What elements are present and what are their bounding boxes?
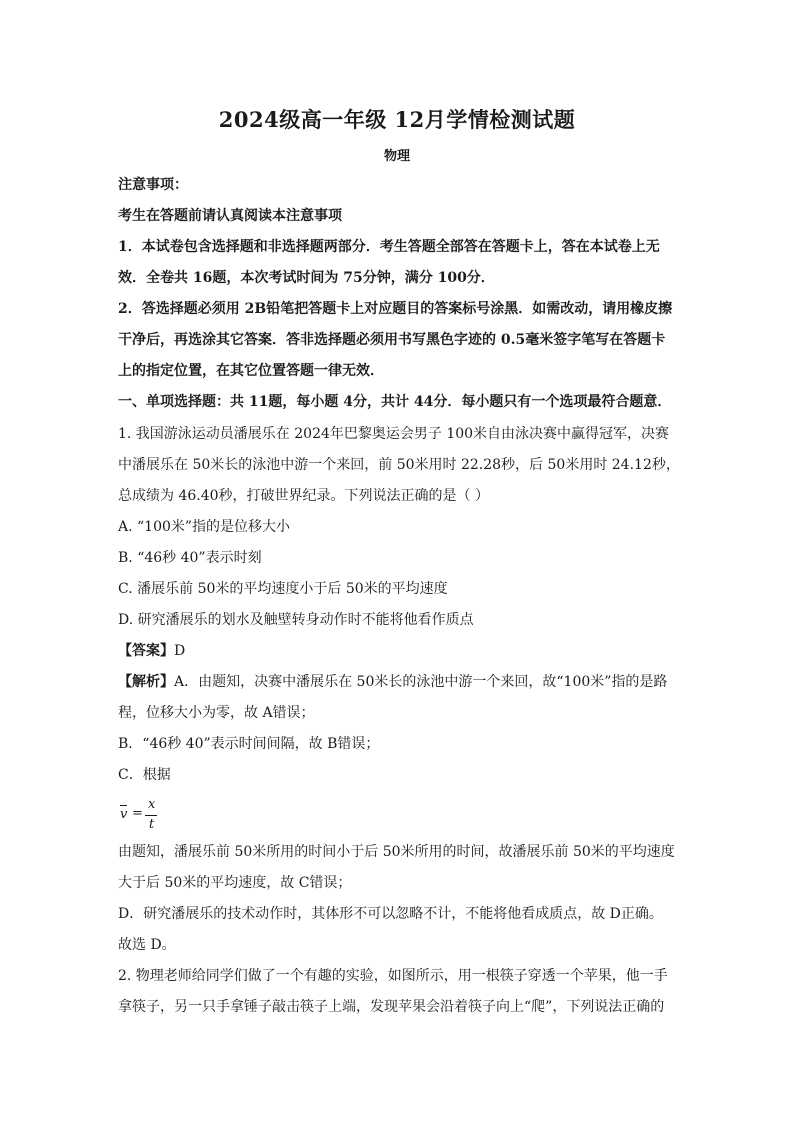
average-velocity-formula — [118, 797, 178, 837]
notice-item-2-line-2: 干净后，再选涂其它答案．答非选择题必须用书写黑色字迹的 0.5毫米签字笔写在答题卡 — [118, 332, 666, 348]
q1-analysis-c: C．根据 — [118, 767, 171, 783]
q1-option-b: B. “46秒 40”表示时刻 — [118, 550, 262, 566]
answer-value: D — [174, 643, 186, 659]
notice-item-2-line-1: 2．答选择题必须用 2B铅笔把答题卡上对应题目的答案标号涂黑．如需改动，请用橡皮擦 — [118, 301, 673, 317]
q1-analysis-d: D．研究潘展乐的技术动作时，其体形不可以忽略不计，不能将他看成质点，故 D正确。 — [118, 906, 663, 922]
formula-fraction-bar — [145, 815, 157, 816]
q1-stem-line-3: 总成绩为 46.40秒，打破世界纪录。下列说法正确的是（ ） — [118, 488, 489, 504]
subject-label: 物理 — [383, 149, 410, 164]
section-1-heading: 一、单项选择题：共 11题，每小题 4分，共计 44分．每小题只有一个选项最符合题意． — [118, 394, 672, 410]
notice-item-1-line-1: 1．本试卷包含选择题和非选择题两部分．考生答题全部答在答题卡上，答在本试卷上无 — [118, 239, 660, 255]
answer-label: 【答案】 — [118, 643, 174, 659]
q2-stem-line-1: 2. 物理老师给同学们做了一个有趣的实验，如图所示，用一根筷子穿透一个苹果，他一手 — [118, 968, 668, 984]
formula-overbar — [120, 805, 127, 806]
notice-subheading: 考生在答题前请认真阅读本注意事项 — [118, 208, 342, 224]
exam-title: 2024级高一年级 12月学情检测试题 — [218, 107, 576, 132]
notice-item-2-line-3: 上的指定位置，在其它位置答题一律无效． — [118, 363, 384, 379]
notice-heading: 注意事项： — [118, 177, 188, 193]
q1-stem-line-1: 1. 我国游泳运动员潘展乐在 2024年巴黎奥运会男子 100米自由泳决赛中赢得冠军，决赛 — [118, 426, 670, 442]
q1-analysis-c2-line-2: 大于后 50米的平均速度，故 C错误； — [118, 875, 352, 891]
q1-analysis-a-line-2: 程，位移大小为零，故 A错误； — [118, 705, 315, 721]
q1-conclusion: 故选 D。 — [118, 937, 176, 953]
q1-option-a: A. “100米”指的是位移大小 — [118, 519, 291, 535]
formula-numerator: x — [148, 797, 156, 812]
analysis-a-text: A．由题知，决赛中潘展乐在 50米长的泳池中游一个来回，故“100米”指的是路 — [174, 674, 668, 690]
q1-analysis-a-line-1 — [118, 672, 678, 692]
notice-item-1-line-2: 效．全卷共 16题，本次考试时间为 75分钟，满分 100分． — [118, 270, 495, 286]
q1-option-d: D. 研究潘展乐的划水及触壁转身动作时不能将他看作质点 — [118, 612, 474, 628]
q2-stem-line-2: 拿筷子，另一只手拿锤子敲击筷子上端，发现苹果会沿着筷子向上“爬”，下列说法正确的 — [118, 999, 665, 1015]
formula-denominator: t — [149, 817, 155, 832]
formula-v: v — [120, 807, 128, 822]
q1-analysis-b: B．“46秒 40”表示时间间隔，故 B错误； — [118, 736, 380, 752]
formula-equals: = — [132, 806, 143, 821]
q1-analysis-c2-line-1: 由题知，潘展乐前 50米所用的时间小于后 50米所用的时间，故潘展乐前 50米的平均速度 — [118, 844, 675, 860]
q1-answer — [118, 641, 678, 661]
q1-option-c: C. 潘展乐前 50米的平均速度小于后 50米的平均速度 — [118, 581, 448, 597]
analysis-label: 【解析】 — [118, 674, 174, 690]
q1-stem-line-2: 中潘展乐在 50米长的泳池中游一个来回，前 50米用时 22.28秒，后 50米用时 24.12秒， — [118, 457, 680, 473]
